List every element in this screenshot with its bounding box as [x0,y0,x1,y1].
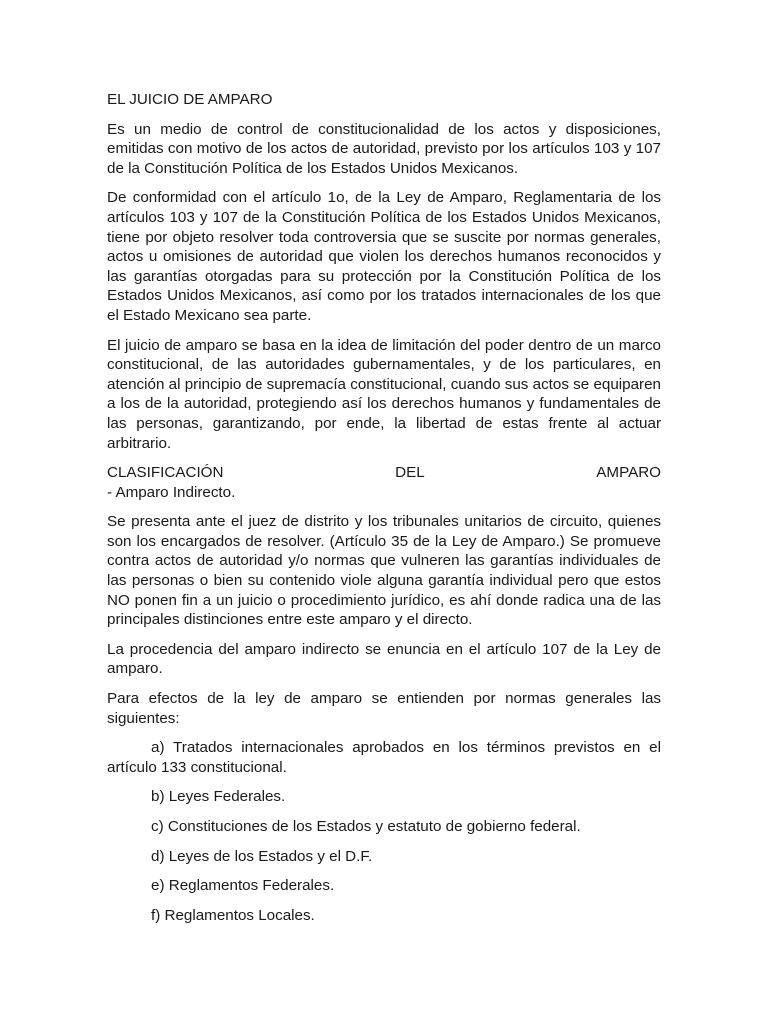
paragraph-normas-generales: Para efectos de la ley de amparo se entienden por normas generales las siguientes: [107,690,661,727]
subheading-amparo-indirecto: - Amparo Indirecto. [107,483,236,501]
list-item-c: c) Constituciones de los Estados y estatuto de gobierno federal. [151,818,581,835]
document-page [107,90,661,935]
paragraph-procedencia: La procedencia del amparo indirecto se enuncia en el artículo 107 de la Ley de amparo. [107,640,661,678]
list-item-f: f) Reglamentos Locales. [151,906,315,924]
heading-word-del: DEL [395,464,425,482]
heading-word-amparo: AMPARO [596,464,661,482]
paragraph-juicio-basis: El juicio de amparo se basa en la idea de limitación del poder dentro de un marco constitucional, de las autoridades gubernamentales, y de los particulares, en atención al principio de supremacía constitucional, cuando sus actos se equiparen a los de la autoridad, protegiendo así los derechos humanos y fundamentales de las personas, garantizando, por ende, la libertad de estas frente al actuar arbitrario. [107,336,661,452]
document-title: EL JUICIO DE AMPARO [107,91,273,108]
heading-word-clasificacion: CLASIFICACIÓN [107,464,224,482]
list-item-d: d) Leyes de los Estados y el D.F. [151,847,373,865]
section-heading-clasificacion [107,463,661,483]
list-item-e: e) Reglamentos Federales. [151,877,335,895]
list-item-a: a) Tratados internacionales aprobados en los términos previstos en el artículo 133 constitucional. [107,739,661,776]
paragraph-definition: Es un medio de control de constitucionalidad de los actos y disposiciones, emitidas con motivo de los actos de autoridad, previsto por los artículos 103 y 107 de la Constitución Política de los Estados Unidos Mexicanos. [107,120,661,177]
paragraph-ley-amparo: De conformidad con el artículo 1o, de la Ley de Amparo, Reglamentaria de los artículos 103 y 107 de la Constitución Política de los Estados Unidos Mexicanos, tiene por objeto resolver toda controversia que se suscite por normas generales, actos u omisiones de autoridad que violen los derechos humanos reconocidos y las garantías otorgadas para su protección por la Constitución Política de los Estados Unidos Mexicanos, así como por los tratados internacionales de los que el Estado Mexicano sea parte. [107,189,661,324]
paragraph-amparo-indirecto: Se presenta ante el juez de distrito y los tribunales unitarios de circuito, quienes son los encargados de resolver. (Artículo 35 de la Ley de Amparo.) Se promueve contra actos de autoridad y/o normas que vulneren las garantías individuales de las personas o bien su contenido viole alguna garantía individual pero que estos NO ponen fin a un juicio o procedimiento jurídico, es ahí donde radica una de las principales distinciones entre este amparo y el directo. [107,513,661,629]
list-item-b: b) Leyes Federales. [151,788,286,806]
